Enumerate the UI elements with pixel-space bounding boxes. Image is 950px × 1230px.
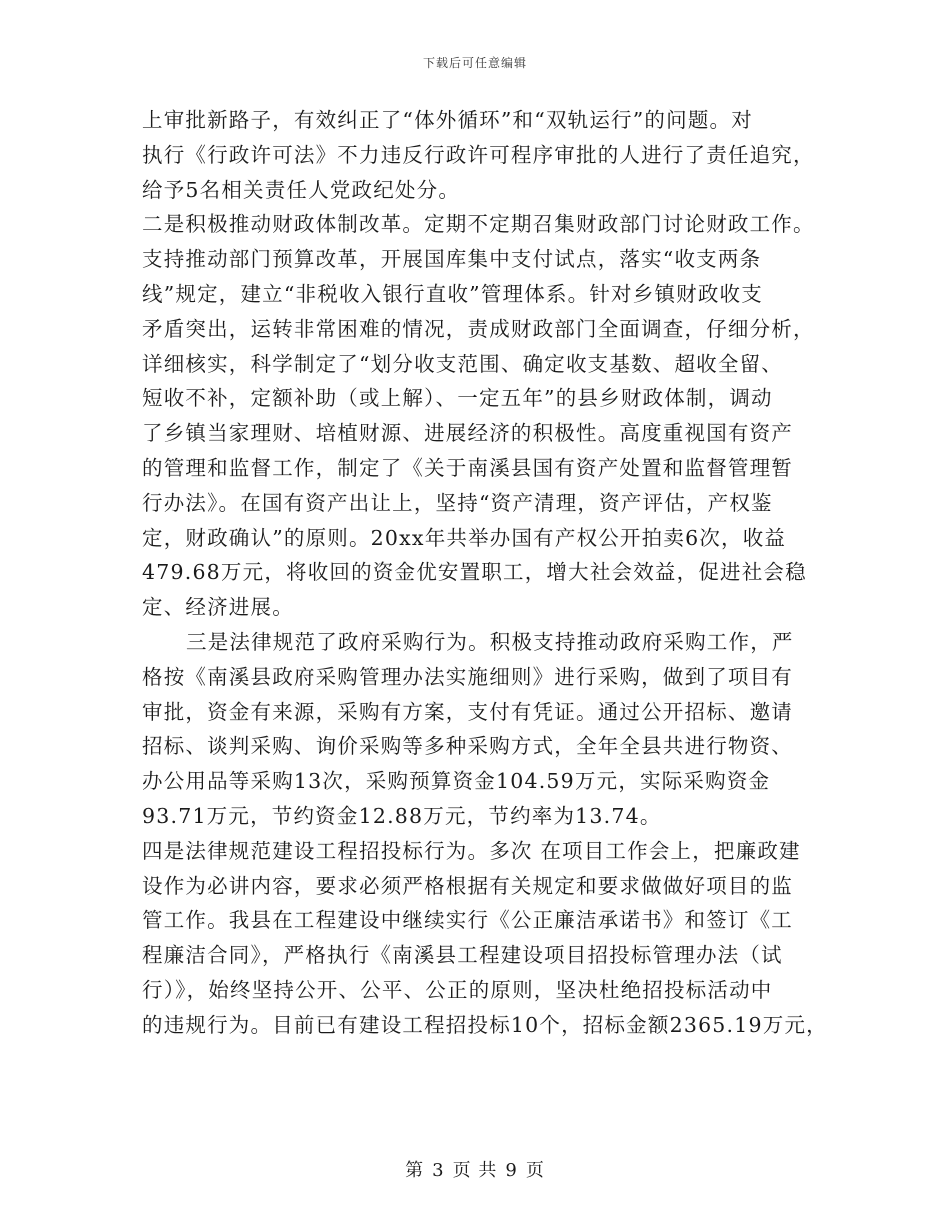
footer-suffix: 页 bbox=[525, 1160, 545, 1181]
text-line: 短收不补，定额补助（或上解）、一定五年”的县乡财政体制，调动 bbox=[142, 386, 773, 411]
text-line: 的违规行为。目前已有建设工程招投标10个，招标金额2365.19万元， bbox=[142, 1012, 828, 1037]
text-line: 479.68万元，将收回的资金优安置职工，增大社会效益，促进社会稳 bbox=[142, 560, 807, 585]
text-line: 格按《南溪县政府采购管理办法实施细则》进行采购，做到了项目有 bbox=[142, 664, 793, 689]
text-line: 行办法》。在国有资产出让上，坚持“资产清理，资产评估，产权鉴 bbox=[142, 490, 773, 515]
text-line: 93.71万元，节约资金12.88万元，节约率为13.74。 bbox=[142, 803, 662, 828]
text-line: 办公用品等采购13次，采购预算资金104.59万元，实际采购资金 bbox=[142, 769, 771, 794]
text-line: 了乡镇当家理财、培植财源、进展经济的积极性。高度重视国有资产 bbox=[142, 421, 793, 446]
text-line: 支持推动部门预算改革，开展国库集中支付试点，落实“收支两条 bbox=[142, 247, 762, 272]
text-line: 二是积极推动财政体制改革。定期不定期召集财政部门讨论财政工作。 bbox=[142, 212, 815, 237]
text-line: 执行《行政许可法》不力违反行政许可程序审批的人进行了责任追究， bbox=[142, 142, 815, 167]
text-line: 的管理和监督工作，制定了《关于南溪县国有资产处置和监督管理暂 bbox=[142, 455, 793, 480]
text-line: 上审批新路子，有效纠正了“体外循环”和“双轨运行”的问题。对 bbox=[142, 108, 753, 132]
paragraph-start-line: 三是法律规范了政府采购行为。积极支持推动政府采购工作，严 bbox=[186, 629, 794, 654]
text-line: 招标、谈判采购、询价采购等多种采购方式，全年全县共进行物资、 bbox=[142, 734, 793, 759]
text-line: 定，财政确认”的原则。20xx年共举办国有产权公开拍卖6次，收益 bbox=[142, 525, 787, 550]
text-line: 给予5名相关责任人党政纪处分。 bbox=[142, 177, 461, 202]
footer-prefix: 第 bbox=[405, 1160, 425, 1181]
text-line: 设作为必讲内容，要求必须严格根据有关规定和要求做做好项目的监 bbox=[142, 873, 793, 898]
current-page-number: 3 bbox=[432, 1160, 445, 1181]
text-line: 四是法律规范建设工程招投标行为。多次 在项目工作会上，把廉政建 bbox=[142, 838, 801, 863]
page-header: 下载后可任意编辑 bbox=[422, 56, 527, 70]
total-page-number: 9 bbox=[505, 1160, 518, 1181]
text-line: 管工作。我县在工程建设中继续实行《公正廉洁承诺书》和签订《工 bbox=[142, 908, 793, 933]
text-line: 详细核实，科学制定了“划分收支范围、确定收支基数、超收全留、 bbox=[142, 351, 783, 376]
text-line: 行）》，始终坚持公开、公平、公正的原则，坚决杜绝招投标活动中 bbox=[142, 977, 773, 1002]
text-line: 程廉洁合同》，严格执行《南溪县工程建设项目招投标管理办法（试 bbox=[142, 943, 783, 968]
text-line: 审批，资金有来源，采购有方案，支付有凭证。通过公开招标、邀请 bbox=[142, 699, 793, 724]
footer-middle: 页 共 bbox=[452, 1160, 498, 1181]
page-footer bbox=[0, 1156, 950, 1182]
text-line: 矛盾突出，运转非常困难的情况，责成财政部门全面调查，仔细分析， bbox=[142, 316, 815, 341]
body-text bbox=[142, 103, 828, 1043]
text-line: 定、经济进展。 bbox=[142, 595, 294, 620]
text-line: 线”规定，建立“非税收入银行直收”管理体系。针对乡镇财政收支 bbox=[142, 281, 763, 306]
